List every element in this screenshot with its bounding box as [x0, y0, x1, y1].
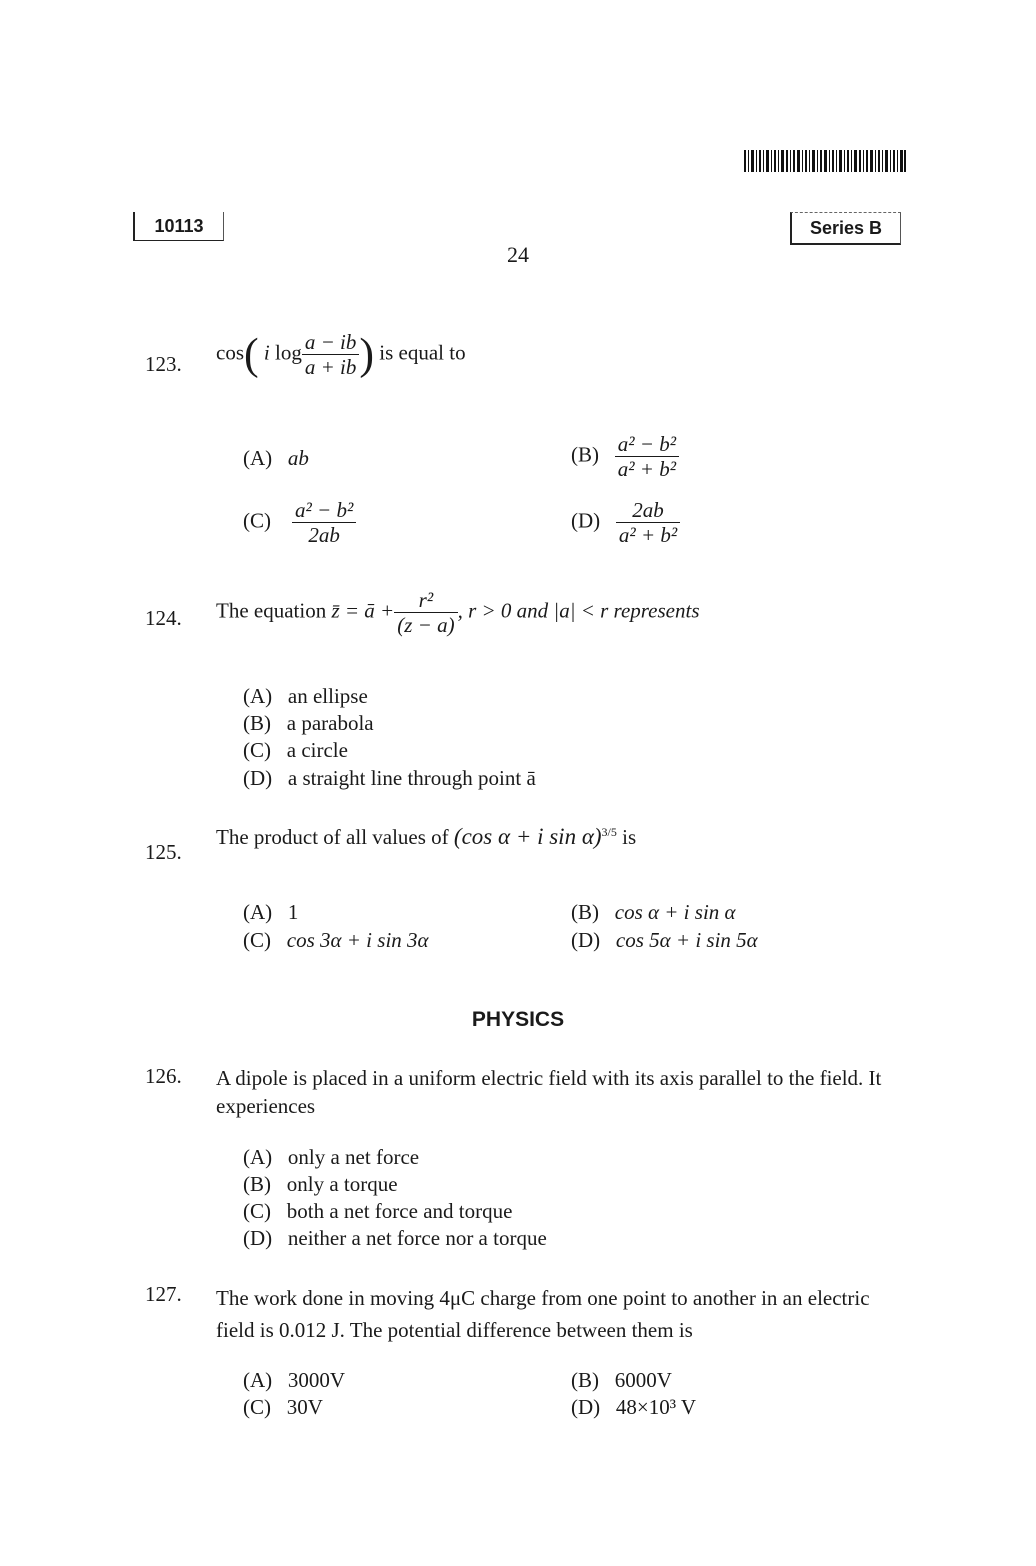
question-126-stem: A dipole is placed in a uniform electric field with its axis parallel to the field. It experiences: [216, 1066, 882, 1118]
question-125-stem: The product of all values of (cos α + i sin α)$^{3/5}$ is: [216, 824, 637, 849]
option-d: (D) cos 5α + i sin 5α: [571, 928, 758, 952]
question-number: 126.: [145, 1064, 182, 1088]
option-d: (D) a straight line through point ā: [243, 766, 536, 790]
section-heading: PHYSICS: [471, 1008, 565, 1031]
option-b: (B) only a torque: [243, 1172, 398, 1196]
option-a: (A) only a net force: [243, 1145, 420, 1169]
q123-suffix: is equal to: [379, 340, 466, 365]
option-a: (A) 3000V: [243, 1368, 346, 1392]
option-c: (C) cos 3α + i sin 3α: [243, 928, 429, 952]
series-label: Series B: [790, 212, 901, 245]
option-d: (D) 48×10³ V: [571, 1395, 697, 1419]
question-number: 127.: [145, 1282, 182, 1306]
question-127-stem: The work done in moving 4μC charge from one point to another in an electric field is 0.012 J. The potential difference between them is: [216, 1286, 870, 1342]
page-number: 24: [507, 242, 529, 267]
option-b: (B) a parabola: [243, 711, 374, 735]
question-number: 123.: [145, 352, 182, 376]
q123-cos: cos: [216, 340, 244, 365]
question-123-stem: cos( i log $\frac{a - ib}{a + ib}$ ) is equal to: [216, 329, 466, 380]
q123-log: log: [275, 340, 302, 365]
question-number: 124.: [145, 606, 182, 630]
option-b: (B) 6000V: [571, 1368, 672, 1392]
barcode: [744, 150, 906, 172]
option-c: (C) both a net force and torque: [243, 1199, 513, 1223]
q123-i: i: [263, 340, 270, 365]
option-a: (A) an ellipse: [243, 684, 368, 708]
option-a: (A) 1: [243, 900, 299, 924]
option-c: (C) $\frac{\text{a² − b²}}{2ab}$: [243, 498, 356, 547]
option-a: (A) ab: [243, 446, 309, 470]
question-124-stem: The equation z̄ = ā + $\frac{\text{r²}}{(z - a)}$ , r > 0 and |a| < r represents: [216, 588, 700, 638]
option-c: (C) 30V: [243, 1395, 323, 1419]
option-d: (D) $\frac{2ab}{\text{a² + b²}}$: [571, 498, 680, 547]
option-b: (B) $\frac{\text{a² − b²}}{\text{a² + b²}}$: [571, 432, 679, 481]
option-d: (D) neither a net force nor a torque: [243, 1226, 547, 1250]
question-number: 125.: [145, 840, 182, 864]
paper-code: 10113: [133, 212, 224, 241]
option-c: (C) a circle: [243, 738, 348, 762]
option-b: (B) cos α + i sin α: [571, 900, 736, 924]
q123-fraction: $\frac{a - ib}{a + ib}$: [302, 330, 360, 379]
